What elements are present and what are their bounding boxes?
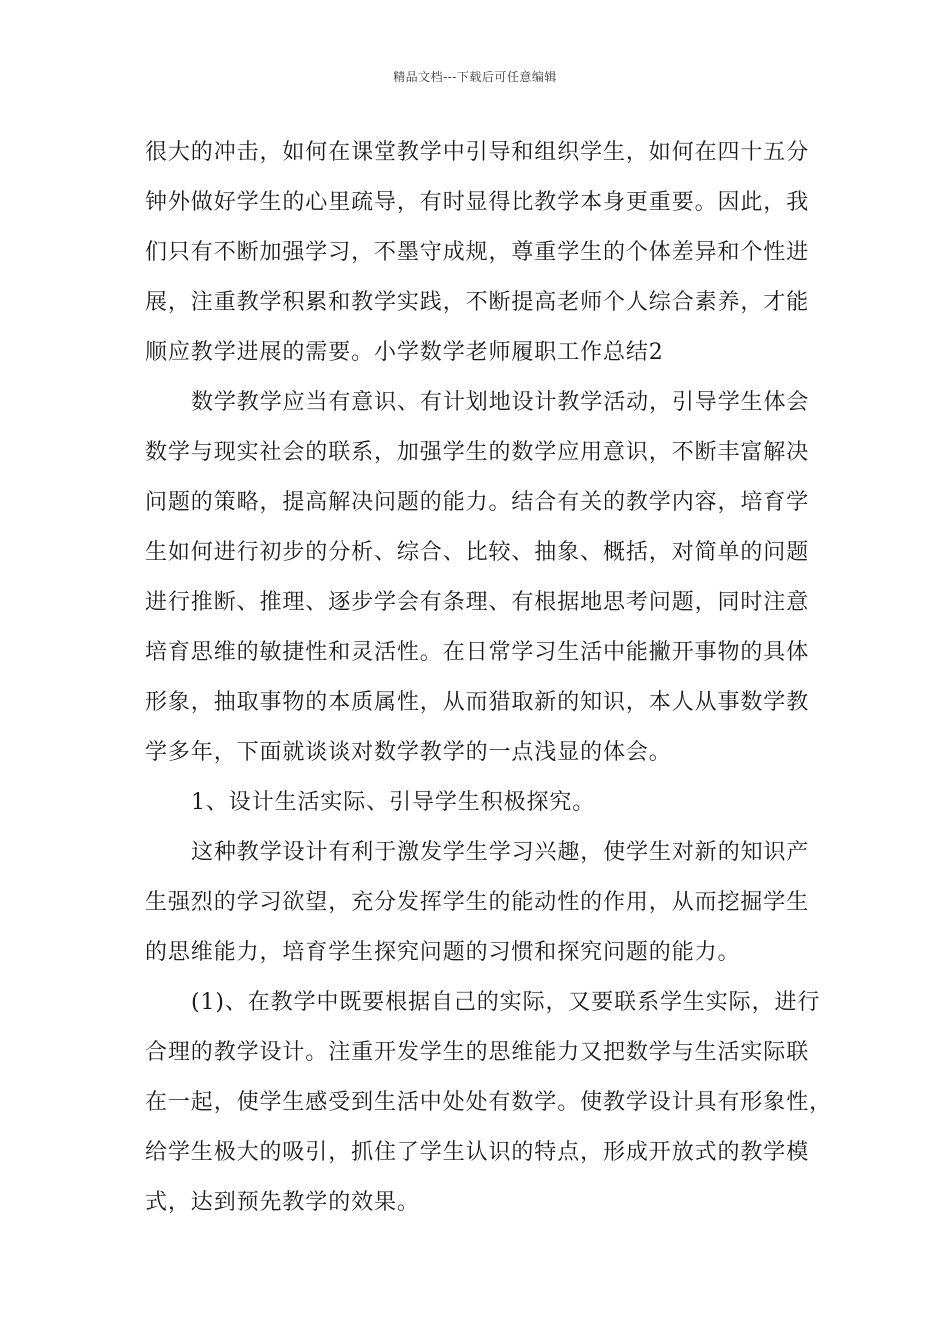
text-line: 的思维能力，培育学生探究问题的习惯和探究问题的能力。 [145,940,741,965]
text-line: 生如何进行初步的分析、综合、比较、抽象、概括，对简单的问题 [145,540,810,565]
text-line: 问题的策略，提高解决问题的能力。结合有关的教学内容，培育学 [145,490,810,515]
text-line: 们只有不断加强学习，不墨守成规，尊重学生的个体差异和个性进 [145,240,810,265]
section-heading: 1、设计生活实际、引导学生积极探究。 [191,790,596,815]
text-line: 形象，抽取事物的本质属性，从而猎取新的知识，本人从事数学教 [145,690,810,715]
paragraph [145,978,833,1228]
text-line: (1)、在教学中既要根据自己的实际，又要联系学生实际，进行 [191,990,821,1015]
text-line: 很大的冲击，如何在课堂教学中引导和组织学生，如何在四十五分 [145,140,810,165]
text-line: 培育思维的敏捷性和灵活性。在日常学习生活中能撇开事物的具体 [145,640,810,665]
body-text [145,128,833,1228]
text-line: 给学生极大的吸引，抓住了学生认识的特点，形成开放式的教学模 [145,1140,810,1165]
text-line: 合理的教学设计。注重开发学生的思维能力又把数学与生活实际联 [145,1040,810,1065]
text-line: 在一起，使学生感受到生活中处处有数学。使教学设计具有形象性， [145,1090,833,1115]
text-line: 式，达到预先教学的效果。 [145,1190,420,1215]
paragraph [145,128,815,378]
text-line: 这种教学设计有利于激发学生学习兴趣，使学生对新的知识产 [191,840,810,865]
page-header: 精品文档---下载后可任意编辑 [393,70,557,84]
paragraph [145,828,815,978]
text-line: 学多年，下面就谈谈对数学教学的一点浅显的体会。 [145,740,672,765]
text-line: 展，注重教学积累和教学实践，不断提高老师个人综合素养，才能 [145,290,810,315]
paragraph [145,378,815,778]
paragraph [145,778,815,828]
text-line: 生强烈的学习欲望，充分发挥学生的能动性的作用，从而挖掘学生 [145,890,810,915]
text-line: 数学教学应当有意识、有计划地设计教学活动，引导学生体会 [191,390,810,415]
text-line: 顺应教学进展的需要。小学数学老师履职工作总结2 [145,340,664,365]
text-line: 钟外做好学生的心里疏导，有时显得比教学本身更重要。因此，我 [145,190,810,215]
text-line: 数学与现实社会的联系，加强学生的数学应用意识，不断丰富解决 [145,440,810,465]
text-line: 进行推断、推理、逐步学会有条理、有根据地思考问题，同时注意 [145,590,810,615]
